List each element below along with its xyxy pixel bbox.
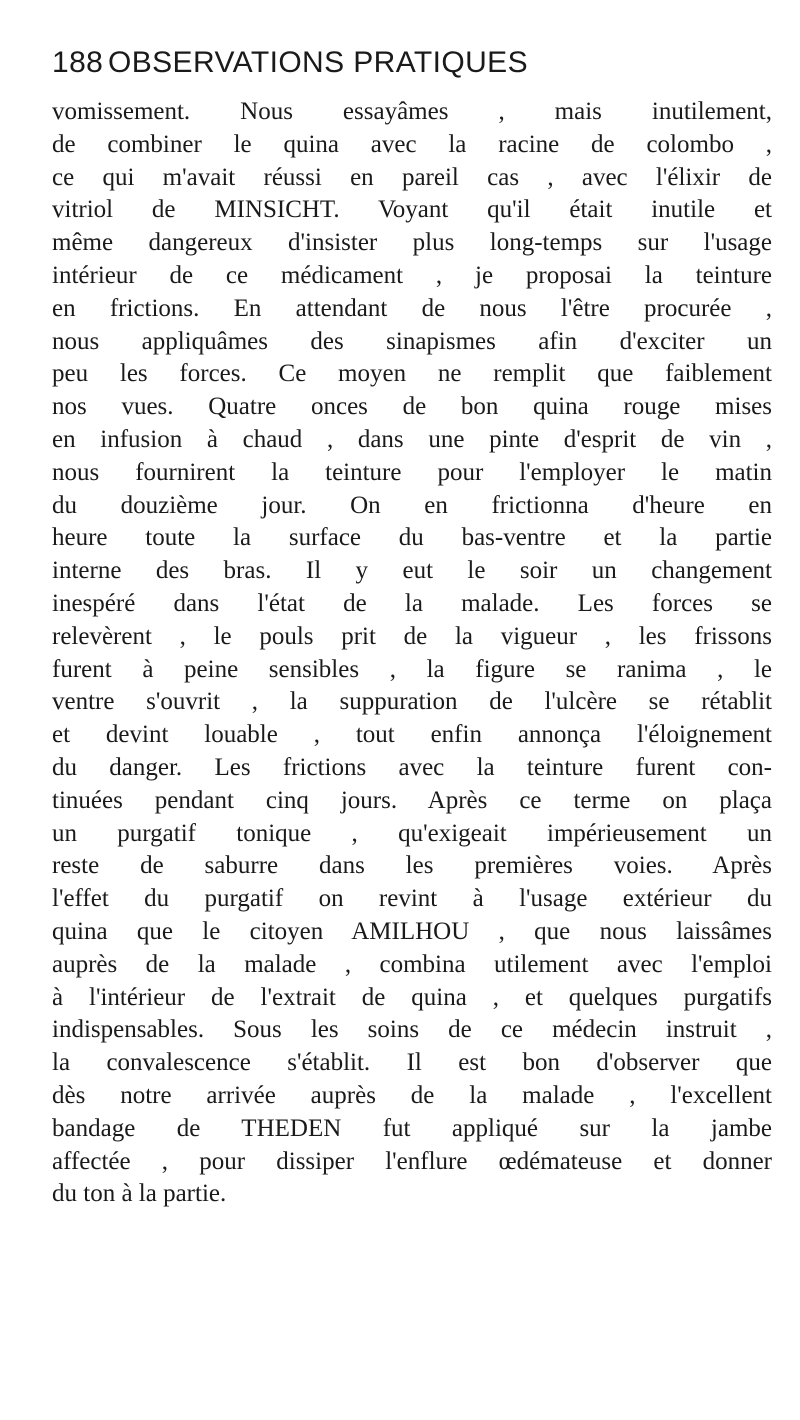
text-line: nous fournirent la teinture pour l'employer le matin [52, 458, 772, 486]
text-line: affectée , pour dissiper l'enflure œdémateuse et donner [52, 1147, 772, 1175]
text-line: heure toute la surface du bas-ventre et la partie [52, 524, 772, 552]
text-line: de combiner le quina avec la racine de colombo , [52, 130, 772, 158]
text-line: même dangereux d'insister plus long-temps sur l'usage [52, 229, 772, 257]
text-line: nous appliquâmes des sinapismes afin d'exciter un [52, 327, 772, 355]
text-line: du ton à la partie. [52, 1180, 227, 1208]
text-line: l'effet du purgatif on revint à l'usage extérieur du [52, 885, 772, 913]
text-line: ce qui m'avait réussi en pareil cas , avec l'élixir de [52, 163, 772, 191]
text-line: relevèrent , le pouls prit de la vigueur , les frissons [52, 622, 772, 650]
page-number: 188 [52, 46, 104, 79]
text-line: reste de saburre dans les premières voies. Après [52, 852, 772, 880]
running-head [52, 40, 760, 86]
text-line: tinuées pendant cinq jours. Après ce terme on plaça [52, 786, 772, 814]
text-line: inespéré dans l'état de la malade. Les forces se [52, 589, 772, 617]
text-line: intérieur de ce médicament , je proposai la teinture [52, 261, 772, 289]
text-line: la convalescence s'établit. Il est bon d'observer que [52, 1049, 772, 1077]
text-line: en infusion à chaud , dans une pinte d'esprit de vin , [52, 425, 772, 453]
text-line: interne des bras. Il y eut le soir un changement [52, 557, 772, 585]
text-line: en frictions. En attendant de nous l'être procurée , [52, 294, 772, 322]
text-line: du douzième jour. On en frictionna d'heure en [52, 491, 772, 519]
text-line: bandage de THEDEN fut appliqué sur la jambe [52, 1114, 772, 1142]
body-text [52, 96, 772, 1211]
text-line: ventre s'ouvrit , la suppuration de l'ulcère se rétablit [52, 688, 772, 716]
text-line: vitriol de MINSICHT. Voyant qu'il était inutile et [52, 196, 772, 224]
text-line: vomissement. Nous essayâmes , mais inutilement, [52, 98, 772, 125]
text-line: peu les forces. Ce moyen ne remplit que faiblement [52, 360, 772, 388]
text-line: quina que le citoyen AMILHOU , que nous laissâmes [52, 917, 772, 945]
text-line: auprès de la malade , combina utilement avec l'emploi [52, 950, 772, 978]
text-line: à l'intérieur de l'extrait de quina , et quelques purgatifs [52, 983, 772, 1011]
text-line: nos vues. Quatre onces de bon quina rouge mises [52, 393, 772, 421]
text-line: furent à peine sensibles , la figure se ranima , le [52, 655, 772, 683]
text-line: un purgatif tonique , qu'exigeait impérieusement un [52, 819, 772, 847]
text-line: du danger. Les frictions avec la teinture furent con- [52, 753, 772, 781]
text-line: dès notre arrivée auprès de la malade , l'excellent [52, 1081, 772, 1109]
text-line: et devint louable , tout enfin annonça l'éloignement [52, 721, 772, 749]
running-title: OBSERVATIONS PRATIQUES [108, 46, 528, 79]
text-line: indispensables. Sous les soins de ce médecin instruit , [52, 1016, 772, 1044]
